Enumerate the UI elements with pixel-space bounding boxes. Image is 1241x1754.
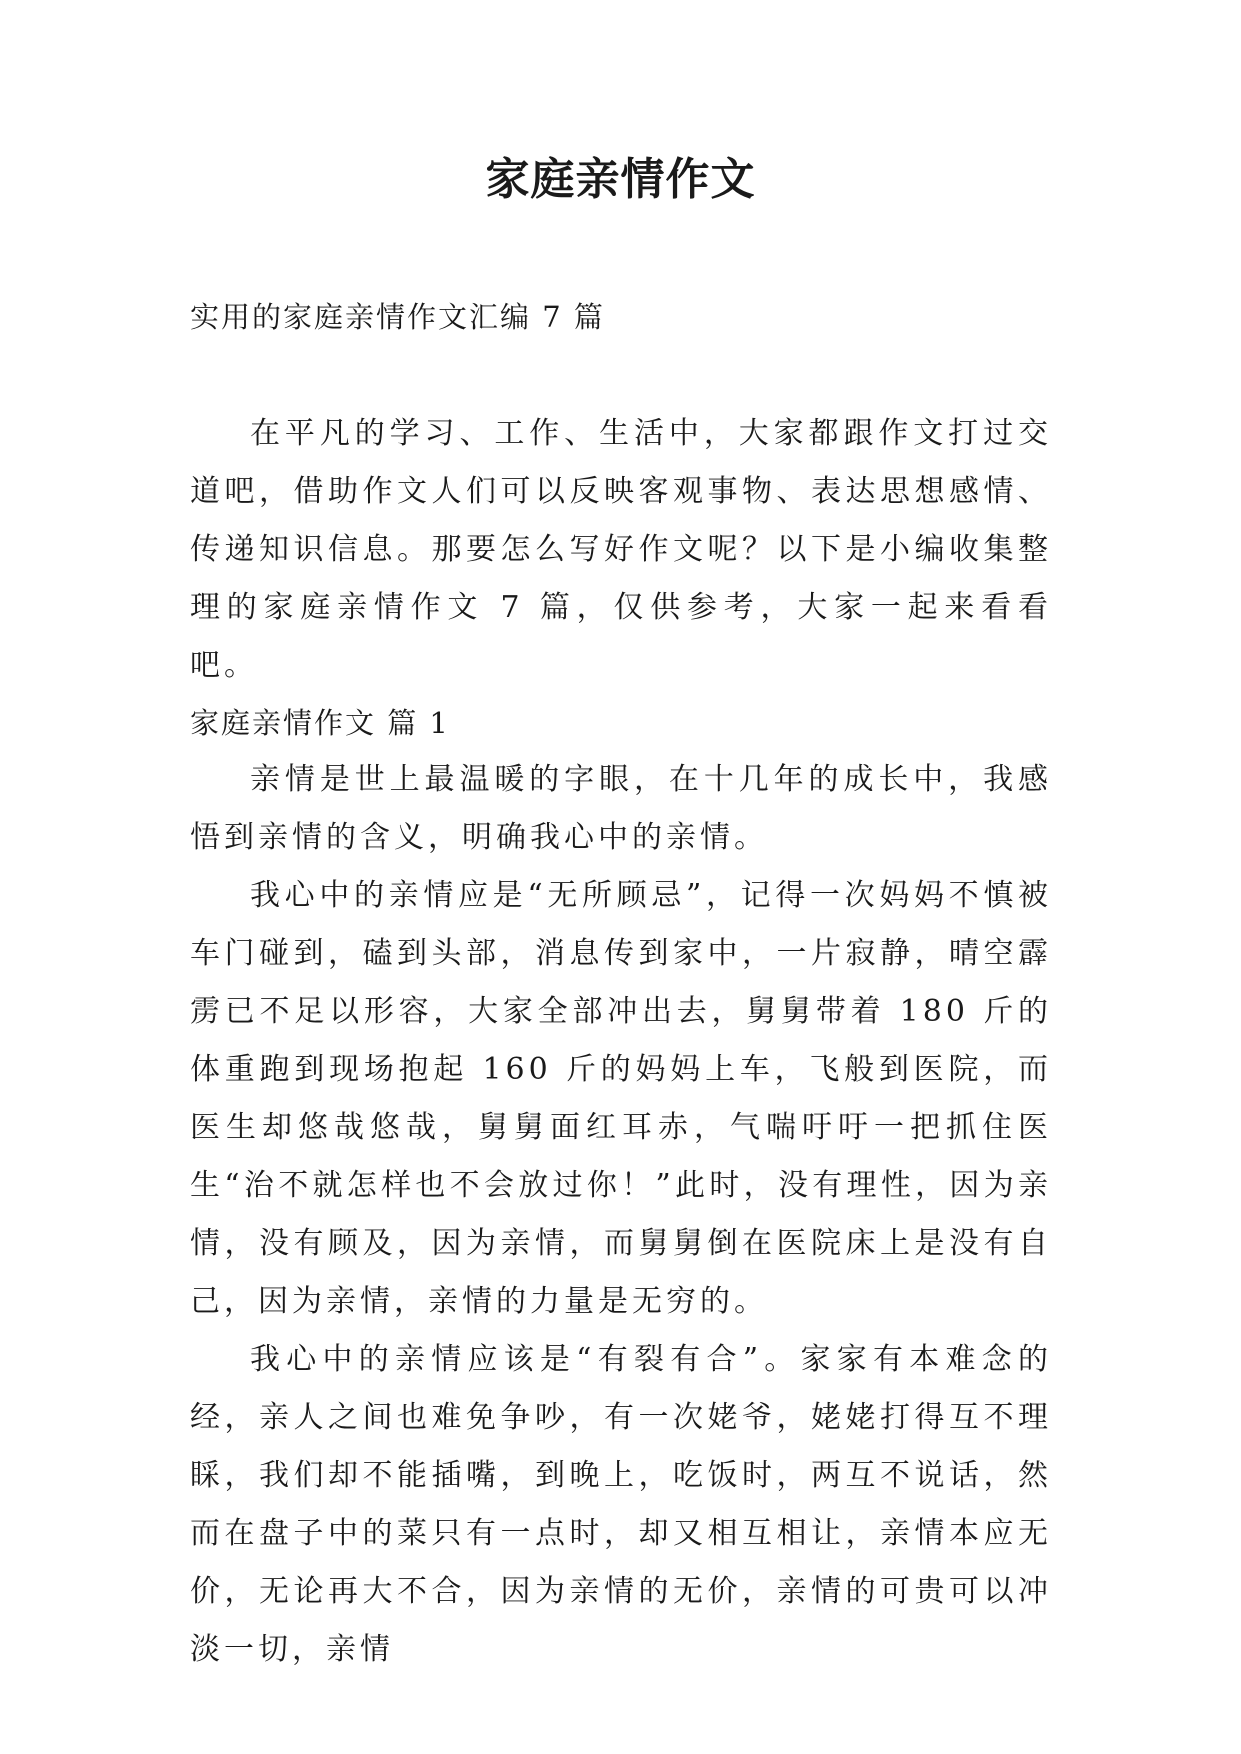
body-paragraph-2: 我心中的亲情应是“无所顾忌”，记得一次妈妈不慎被车门碰到，磕到头部，消息传到家中，一片寂静，晴空霹雳已不足以形容，大家全部冲出去，舅舅带着 180 斤的体重跑到现场抱起 160 斤的妈妈上车，飞般到医院，而医生却悠哉悠哉，舅舅面红耳赤，气喘吁吁一把抓住医生“治不就怎样也不会放过你！”此时，没有理性，因为亲情，没有顾及，因为亲情，而舅舅倒在医院床上是没有自己，因为亲情，亲情的力量是无穷的。 [190,878,1052,1319]
document-body [190,405,1052,1679]
intro-paragraph: 在平凡的学习、工作、生活中，大家都跟作文打过交道吧，借助作文人们可以反映客观事物、表达思想感情、传递知识信息。那要怎么写好作文呢？以下是小编收集整理的家庭亲情作文 7 篇，仅供参考，大家一起来看看吧。 [190,416,1052,683]
section-heading: 家庭亲情作文 篇 1 [190,706,450,740]
document-title: 家庭亲情作文 [485,154,756,205]
body-paragraph-1: 亲情是世上最温暖的字眼，在十几年的成长中，我感悟到亲情的含义，明确我心中的亲情。 [190,762,1052,855]
body-paragraph-3: 我心中的亲情应该是“有裂有合”。家家有本难念的经，亲人之间也难免争吵，有一次姥爷，姥姥打得互不理睬，我们却不能插嘴，到晚上，吃饭时，两互不说话，然而在盘子中的菜只有一点时，却又相互相让，亲情本应无价，无论再大不合，因为亲情的无价，亲情的可贵可以冲淡一切，亲情 [190,1342,1052,1667]
document-subtitle: 实用的家庭亲情作文汇编 7 篇 [190,300,605,334]
